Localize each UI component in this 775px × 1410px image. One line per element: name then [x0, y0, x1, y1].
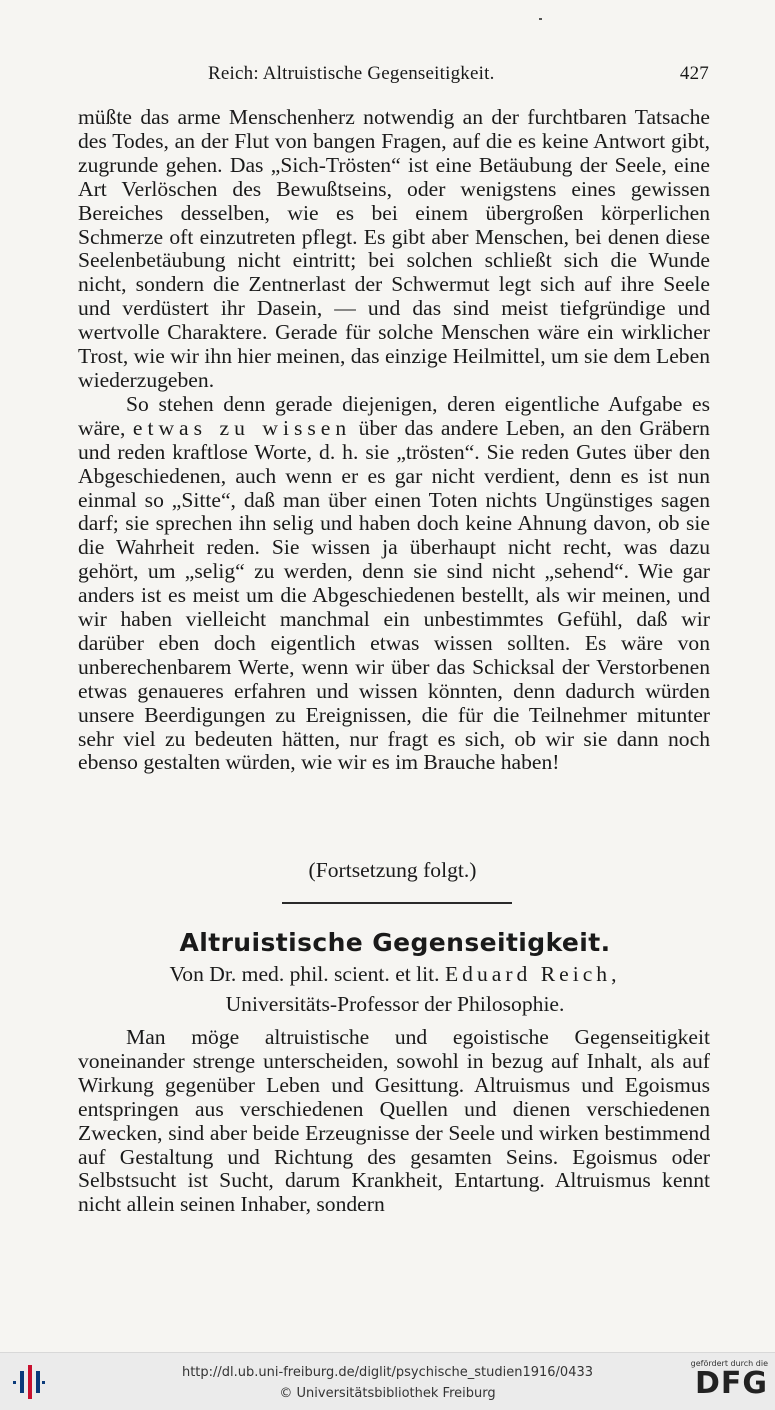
article-byline [0, 962, 775, 987]
paragraph-1: müßte das arme Menschenherz notwendig an der furchtbaren Tatsache des Todes, an der Flut von bangen Fragen, auf die es keine Antwort gibt, zugrunde gehen. Das „Sich-Trösten“ ist eine Betäubung der Seele, eine Art Verlöschen des Bewußtseins, oder wenigstens eines gewissen Bereiches desselben, wie es bei einem übergroßen körperlichen Schmerze oft einzutreten pflegt. Es gibt aber Menschen, bei denen diese Seelenbetäubung nicht eintritt; bei solchen schließt sich die Wunde nicht, sondern die Zentnerlast der Schwermut legt sich auf ihre Seele und verdüstert ihr Dasein, — und das sind meist tiefgründige und wertvolle Charaktere. Gerade für solche Menschen wäre ein wirklicher Trost, wie wir ihn hier meinen, das einzige Heilmittel, um sie dem Leben wiederzugeben. [78, 105, 710, 392]
article-paragraph-1: Man möge altruistische und egoistische Gegenseitigkeit voneinander strenge unterscheiden, sowohl in bezug auf Inhalt, als auf Wirkung gegenüber Leben und Gesittung. Altruismus und Egoismus entspringen aus verschiedenen Quellen und dienen verschiedenen Zwecken, sind aber beide Erzeugnisse der Seele und wirken bestimmend auf Gestaltung und Richtung des gesamten Seins. Egoismus oder Selbstsucht ist Sucht, darum Krankheit, Entartung. Altruismus kennt nicht allein seinen Inhaber, sondern [78, 1025, 710, 1217]
dfg-logo[interactable] [684, 1359, 768, 1405]
running-title: Reich: Altruistische Gegenseitigkeit. [208, 63, 495, 84]
source-url-link[interactable]: http://dl.ub.uni-freiburg.de/diglit/psychische_studien1916/0433 [181, 1365, 594, 1380]
author-name: Eduard Reich, [444, 962, 621, 986]
author-affiliation: Universitäts-Professor der Philosophie. [225, 992, 565, 1016]
paragraph-2-start: So stehen denn gerade diejenigen, deren eigentliche Aufgabe es wäre, [78, 391, 710, 440]
copyright-notice: © Universitätsbibliothek Freiburg [279, 1386, 496, 1401]
page-header [78, 60, 709, 90]
scan-speck [539, 18, 542, 20]
dfg-funding-note: gefördert durch die [690, 1359, 768, 1368]
article-body [78, 1026, 710, 1217]
continuation-note: (Fortsetzung folgt.) [308, 858, 477, 882]
article-title: Altruistische Gegenseitigkeit. [179, 928, 611, 957]
article-continuation-text [78, 106, 710, 775]
viewer-footer [0, 1352, 775, 1410]
paragraph-2 [78, 393, 710, 776]
byline-prefix: Von Dr. med. phil. scient. et lit. [169, 962, 440, 986]
dfg-logo-text: DFG [694, 1366, 768, 1401]
paragraph-2-rest: über das andere Leben, an den Gräbern und reden kraftlose Worte, d. h. sie „trösten“. Sie reden Gutes über den Abgeschiedenen, auch wenn er es gar nicht verdient, denn es ist nun einmal so „Sitte“, daß man über einen Toten nichts Ungünstiges sagen darf; sie sprechen ihn selig und haben doch keine Ahnung davon, ob sie die Wahrheit reden. Sie wissen ja überhaupt nicht recht, was dazu gehört, um „selig“ zu werden, denn sie sind nicht „sehend“. Wie gar anders ist es meist um die Abgeschiedenen bestellt, als wir meinen, und wir haben vielleicht manchmal ein unbestimmtes Gefühl, daß wir darüber eben doch eigentlich etwas wissen sollten. Es wäre von unberechenbarem Werte, wenn wir über das Schicksal der Verstorbenen etwas genaueres erfahren und wissen könnten, denn dadurch würden unsere Beerdigungen zu Ereignissen, die für die Teilnehmer mitunter sehr viel zu bedeuten hätten, nur fragt es sich, ob wir sie dann noch ebenso gestalten würden, wie wir es im Brauche haben! [78, 415, 710, 775]
section-divider [282, 902, 512, 904]
paragraph-2-spaced-emphasis: etwas zu wissen [132, 415, 352, 440]
page-number: 427 [679, 63, 709, 84]
